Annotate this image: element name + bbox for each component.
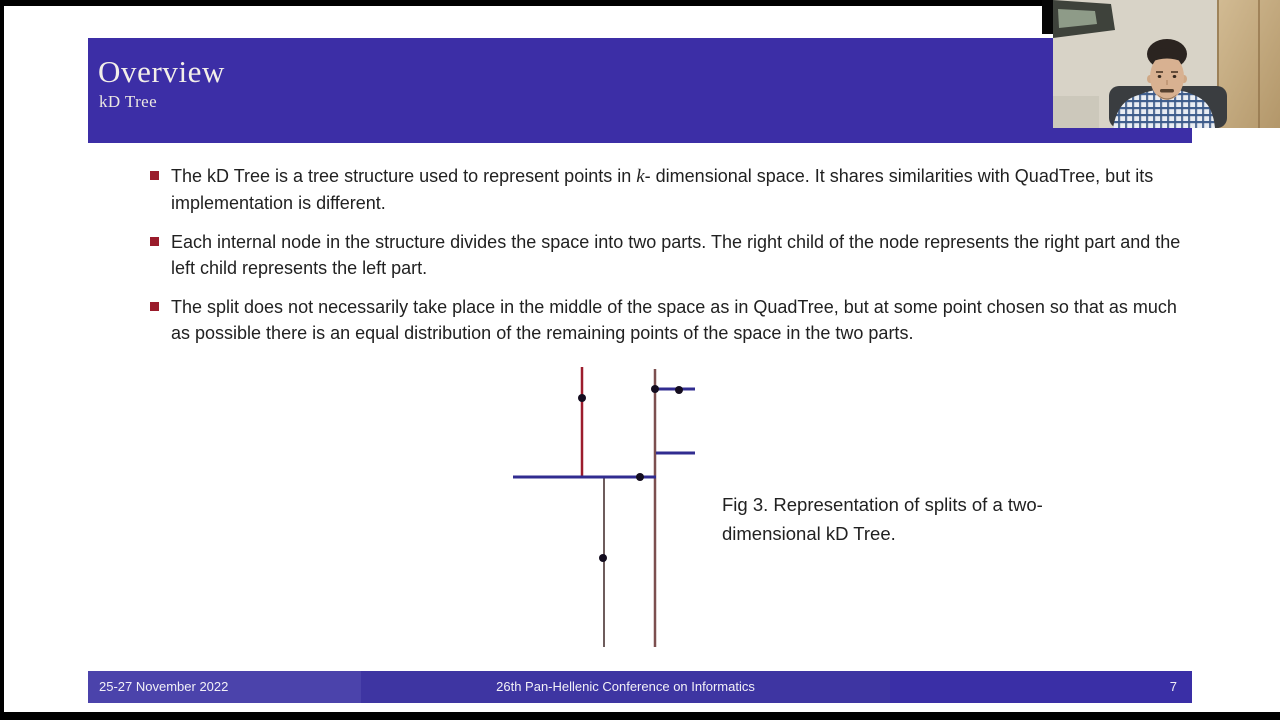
presenter-webcam [1053,0,1280,128]
bullet-list [150,163,1186,359]
frame-artifact [1042,0,1053,34]
presenter-face [1150,54,1184,100]
footer-page-number: 7 [890,671,1192,703]
slide-header [88,38,1192,143]
bullet-item-3 [150,294,1186,346]
data-point [651,385,659,393]
bullet-text-3 [171,294,1181,346]
data-point [599,554,607,562]
bullet-square-icon [150,171,159,180]
bullet-1-post: - dimensional space. It shares similarities with QuadTree, but its implementation is different. [171,166,1154,213]
bullet-2-text: Each internal node in the structure divides the space into two parts. The right child of the node represents the right part and the left child represents the left part. [171,232,1181,278]
bullet-1-italic-k: k [636,166,645,187]
figure-caption-line1: Fig 3. Representation of splits of a two- [722,494,1043,515]
slide-footer [88,671,1192,703]
footer-conference-name: 26th Pan-Hellenic Conference on Informatics [361,671,890,703]
slide-subtitle: kD Tree [99,92,158,111]
data-point [675,386,683,394]
bullet-text-2 [171,229,1181,281]
bullet-3-text: The split does not necessarily take place in the middle of the space as in QuadTree, but at some point chosen so that as much as possible there is an equal distribution of the remaining points of the space in the two parts. [171,297,1177,343]
figure-caption-line2: dimensional kD Tree. [722,523,896,544]
data-point [578,394,586,402]
letterbox-bottom [0,712,1280,720]
footer-date: 25-27 November 2022 [88,671,361,703]
bullet-item-2 [150,229,1186,281]
bullet-item-1 [150,163,1186,216]
bullet-square-icon [150,302,159,311]
slide-title: Overview [98,54,226,89]
bullet-text-1 [171,163,1181,216]
bullet-1-pre: The kD Tree is a tree structure used to represent points in [171,166,637,186]
data-point [636,473,644,481]
figure-caption [722,490,1152,548]
letterbox-left [0,0,4,714]
letterbox-top [0,0,1053,6]
bullet-square-icon [150,237,159,246]
